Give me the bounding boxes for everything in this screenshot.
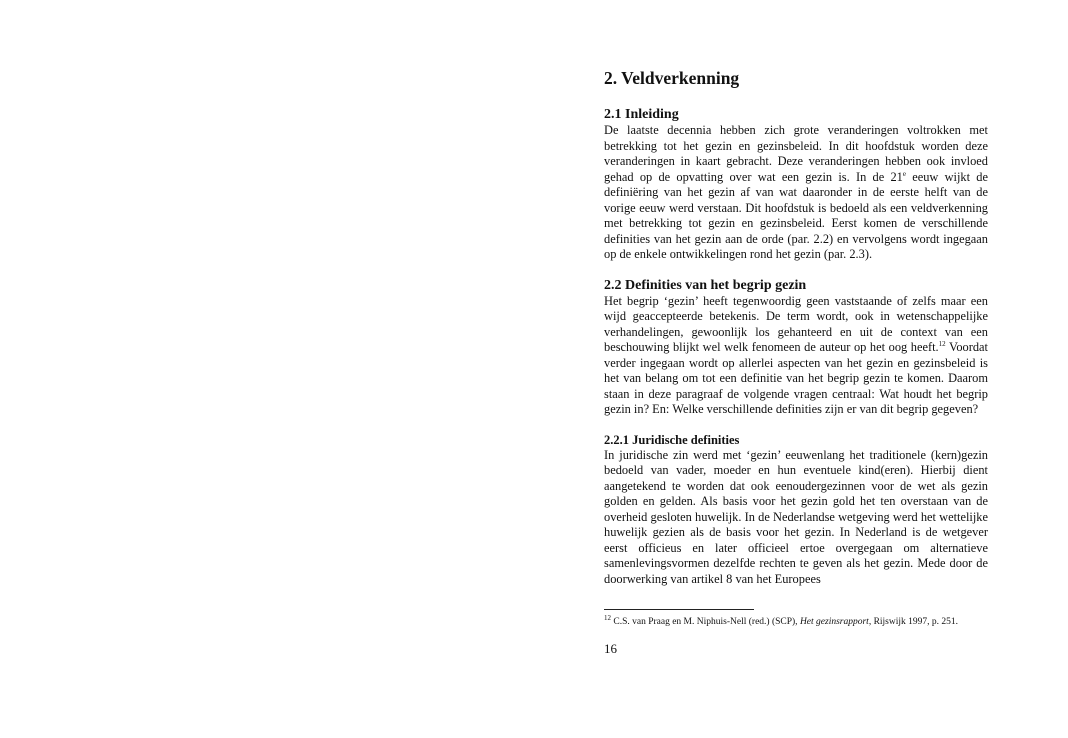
footnote-text: C.S. van Praag en M. Niphuis-Nell (red.) (SCP), (611, 617, 800, 627)
footnote-reference[interactable]: 12 (938, 339, 946, 348)
footnote (604, 613, 988, 629)
paragraph-text: Het begrip ‘gezin’ heeft tegenwoordig geen vaststaande of zelfs maar een wijd geaccepteerde betekenis. De term wordt, ook in wetenschappelijke verhandelingen, gewoonlijk los gehanteerd en uit de context van een beschouwing blijkt wel welk fenomeen de auteur op het oog heeft. (604, 293, 988, 354)
paragraph-juridische-definities: In juridische zin werd met ‘gezin’ eeuwenlang het traditionele (kern)gezin bedoeld van vader, moeder en hun eventuele kind(eren). Hierbij dient aangetekend te worden dat ook eenoudergezinnen voor de wet als gezin golden en gelden. Als basis voor het gezin gold het ten overstaan van de overheid gesloten huwelijk. In de Nederlandse wetgeving werd het wettelijke huwelijk gezien als de basis voor het gezin. In Nederland is de wetgever eerst officieus en later officieel ertoe overgegaan om alternatieve samenlevingsvormen dezelfde rechten te geven als het gezin. Mede door de doorwerking van artikel 8 van het Europees (604, 447, 988, 586)
footnote-divider (604, 609, 754, 610)
footnote-number: 12 (604, 613, 611, 622)
subsection-title-juridische-definities: 2.2.1 Juridische definities (604, 432, 740, 447)
paragraph-text: Voordat verder ingegaan wordt op allerlei aspecten van het gezin en gezinsbeleid is het van belang om tot een definitie van het begrip gezin te komen. Daarom staan in deze paragraaf de volgende vragen centraal: Wat houdt het begrip gezin in? En: Welke verschillende definities zijn er van dit begrip gegeven? (604, 340, 988, 416)
paragraph-text: De laatste decennia hebben zich grote veranderingen voltrokken met betrekking tot het gezin en gezinsbeleid. In dit hoofdstuk worden deze veranderingen in kaart gebracht. Deze veranderingen hebben ook invloed gehad op de opvatting over wat een gezin is. In de 21 (604, 123, 988, 184)
footnote-text: , Rijswijk 1997, p. 251. (868, 617, 959, 627)
footnote-title: Het gezinsrapport (799, 617, 869, 627)
chapter-title: 2. Veldverkenning (604, 68, 740, 88)
section-title-inleiding: 2.1 Inleiding (604, 107, 679, 122)
paragraph-definities (604, 294, 988, 418)
ordinal-suffix: e (902, 169, 906, 178)
paragraph-text: eeuw wijkt de definiëring van het gezin af van wat daaronder in de eerste helft van de vorige eeuw werd verstaan. Dit hoofdstuk is bedoeld als een veldverkenning met betrekking tot gezin en gezinsbeleid. Eerst komen de verschillende definities van het gezin aan de orde (par. 2.2) en vervolgens wordt ingegaan op de enkele ontwikkelingen rond het gezin (par. 2.3). (604, 169, 988, 261)
section-title-definities: 2.2 Definities van het begrip gezin (604, 277, 807, 293)
paragraph-inleiding (604, 123, 988, 263)
document-page (604, 66, 988, 657)
page-number: 16 (604, 641, 617, 656)
